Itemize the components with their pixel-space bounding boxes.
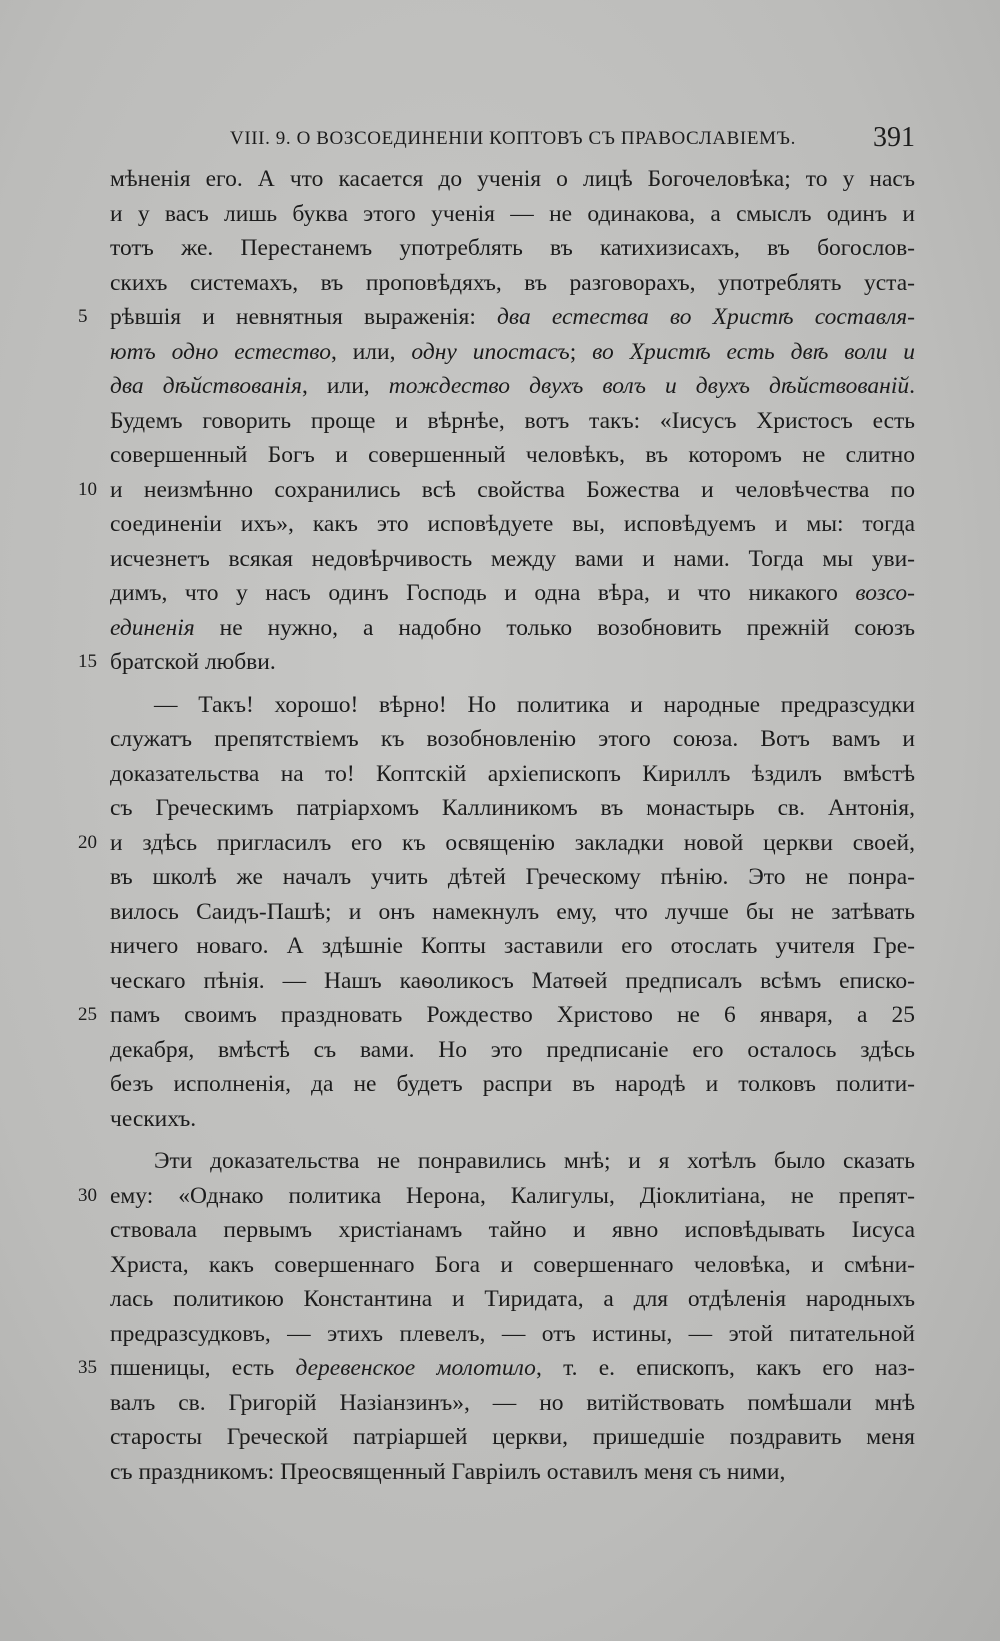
line-text: въ школѣ же началъ учить дѣтей Греческому пѣнію. Это не понра- bbox=[110, 864, 915, 890]
line-text: ческаго пѣнія. — Нашъ каѳоликосъ Матѳей предписалъ всѣмъ еписко- bbox=[110, 967, 915, 994]
text-line bbox=[110, 688, 915, 723]
text-line bbox=[110, 964, 915, 999]
text-line bbox=[110, 1420, 915, 1455]
text-line bbox=[78, 300, 915, 335]
line-text: вилось Саидъ-Пашѣ; и онъ намекнулъ ему, что лучше бы не затѣвать bbox=[110, 898, 915, 925]
line-number: 10 bbox=[78, 478, 97, 500]
text-line bbox=[110, 507, 915, 542]
text-line bbox=[78, 645, 915, 680]
line-text: соединеніи ихъ», какъ это исповѣдуете вы, исповѣдуемъ и мы: тогда bbox=[110, 511, 915, 537]
line-number: 15 bbox=[78, 651, 97, 672]
line-text: ческихъ. bbox=[110, 1105, 197, 1132]
line-number: 25 bbox=[78, 1004, 97, 1025]
text-line bbox=[110, 404, 915, 439]
line-text: декабря, вмѣстѣ съ вами. Но это предписаніе его осталось здѣсь bbox=[110, 1036, 915, 1063]
line-text: исчезнетъ всякая недовѣрчивость между вами и нами. Тогда мы уви- bbox=[110, 545, 915, 572]
line-text: съ Греческимъ патріархомъ Каллиникомъ въ монастырь св. Антонія, bbox=[110, 795, 915, 821]
text-line bbox=[110, 1386, 915, 1421]
text-line bbox=[110, 231, 915, 266]
line-text: тотъ же. Перестанемъ употреблять въ катихизисахъ, въ богослов- bbox=[110, 235, 915, 261]
line-text: ютъ одно естество, или, одну ипостасъ; во Христѣ есть двѣ воли и bbox=[110, 338, 915, 365]
text-line bbox=[110, 1317, 915, 1352]
line-text: доказательства на то! Коптскій архіепископъ Кириллъ ѣздилъ вмѣстѣ bbox=[110, 760, 915, 787]
running-head: VIII. 9. О ВОЗСОЕДИНЕНІИ КОПТОВЪ СЪ ПРАВОСЛАВІЕМЪ. bbox=[230, 128, 796, 149]
line-text: рѣвшія и невнятныя выраженія: два естества во Христѣ составля- bbox=[110, 304, 915, 330]
line-text: совершенный Богъ и совершенный человѣкъ, въ которомъ не слитно bbox=[110, 442, 915, 468]
line-text: предразсудковъ, — этихъ плевелъ, — отъ истины, — этой питательной bbox=[110, 1320, 915, 1347]
line-text: ничего новаго. А здѣшніе Копты заставили его отослать учителя Гре- bbox=[110, 933, 915, 959]
text-line bbox=[110, 929, 915, 964]
page-header bbox=[110, 124, 915, 164]
line-text: Будемъ говорить проще и вѣрнѣе, вотъ такъ: «Іисусъ Христосъ есть bbox=[110, 407, 915, 434]
line-text: скихъ системахъ, въ проповѣдяхъ, въ разговорахъ, употреблять уста- bbox=[110, 269, 915, 296]
line-text: безъ исполненія, да не будетъ распри въ народѣ и толковъ полити- bbox=[110, 1071, 915, 1097]
text-line bbox=[78, 1179, 915, 1214]
line-text: памъ своимъ праздновать Рождество Христово не 6 января, а 25 bbox=[110, 1002, 915, 1028]
line-text: и неизмѣнно сохранились всѣ свойства Божества и человѣчества по bbox=[110, 476, 915, 503]
text-line bbox=[110, 860, 915, 895]
line-number: 20 bbox=[78, 831, 97, 853]
line-text: ствовала первымъ христіанамъ тайно и явно исповѣдывать Іисуса bbox=[110, 1217, 915, 1243]
text-line bbox=[110, 335, 915, 370]
text-line bbox=[110, 576, 915, 611]
text-line bbox=[110, 722, 915, 757]
text-line bbox=[110, 1248, 915, 1283]
line-text: — Такъ! хорошо! вѣрно! Но политика и народные предразсудки bbox=[154, 691, 915, 718]
line-text: лась политикою Константина и Тиридата, а для отдѣленія народныхъ bbox=[110, 1286, 915, 1312]
line-text: мѣненія его. А что касается до ученія о лицѣ Богочеловѣка; то у насъ bbox=[110, 166, 915, 192]
line-text: братской любви. bbox=[110, 649, 276, 675]
text-line bbox=[110, 1282, 915, 1317]
line-text: и здѣсь пригласилъ его къ освященію закладки новой церкви своей, bbox=[110, 829, 915, 856]
page-number: 391 bbox=[873, 122, 915, 153]
text-line bbox=[110, 369, 915, 404]
text-line bbox=[110, 1213, 915, 1248]
text-line bbox=[110, 757, 915, 792]
text-line bbox=[110, 791, 915, 826]
line-text: старосты Греческой патріаршей церкви, пришедшіе поздравить меня bbox=[110, 1424, 915, 1450]
line-text: Эти доказательства не понравились мнѣ; и я хотѣлъ было сказать bbox=[154, 1148, 915, 1174]
line-number: 30 bbox=[78, 1184, 97, 1206]
line-text: димъ, что у насъ одинъ Господь и одна вѣра, и что никакого возсо- bbox=[110, 580, 915, 606]
text-line bbox=[110, 542, 915, 577]
text-line bbox=[110, 1067, 915, 1102]
line-text: пшеницы, есть деревенское молотило, т. е. епископъ, какъ его наз- bbox=[110, 1355, 916, 1381]
line-text: и у васъ лишь буква этого ученія — не одинакова, а смыслъ одинъ и bbox=[110, 200, 915, 227]
text-line bbox=[110, 438, 915, 473]
line-number: 35 bbox=[78, 1357, 97, 1378]
line-number: 5 bbox=[78, 306, 88, 327]
line-text: служатъ препятствіемъ къ возобновленію этого союза. Вотъ вамъ и bbox=[110, 726, 915, 752]
text-line bbox=[110, 162, 915, 197]
text-line bbox=[110, 1102, 915, 1137]
text-line bbox=[110, 1033, 915, 1068]
text-line bbox=[78, 998, 915, 1033]
body-text bbox=[78, 162, 916, 1489]
text-line bbox=[78, 473, 915, 508]
line-text: два дѣйствованія, или, тождество двухъ волъ и двухъ дѣйствованій. bbox=[110, 373, 915, 399]
text-line bbox=[110, 1455, 915, 1490]
text-line bbox=[110, 197, 915, 232]
line-text: единенія не нужно, а надобно только возобновить прежній союзъ bbox=[110, 614, 915, 641]
line-text: ему: «Однако политика Нерона, Калигулы, Діоклитіана, не препят- bbox=[110, 1182, 915, 1209]
text-line bbox=[78, 1351, 916, 1386]
text-line bbox=[78, 826, 915, 861]
line-text: Христа, какъ совершеннаго Бога и совершеннаго человѣка, и смѣни- bbox=[110, 1251, 915, 1278]
text-line bbox=[110, 266, 915, 301]
text-line bbox=[110, 1144, 915, 1179]
text-line bbox=[110, 895, 915, 930]
line-text: валъ св. Григорій Назіанзинъ», — но витійствовать помѣшали мнѣ bbox=[110, 1389, 915, 1416]
line-text: съ праздникомъ: Преосвященный Гавріилъ оставилъ меня съ ними, bbox=[110, 1458, 786, 1485]
text-line bbox=[110, 611, 915, 646]
